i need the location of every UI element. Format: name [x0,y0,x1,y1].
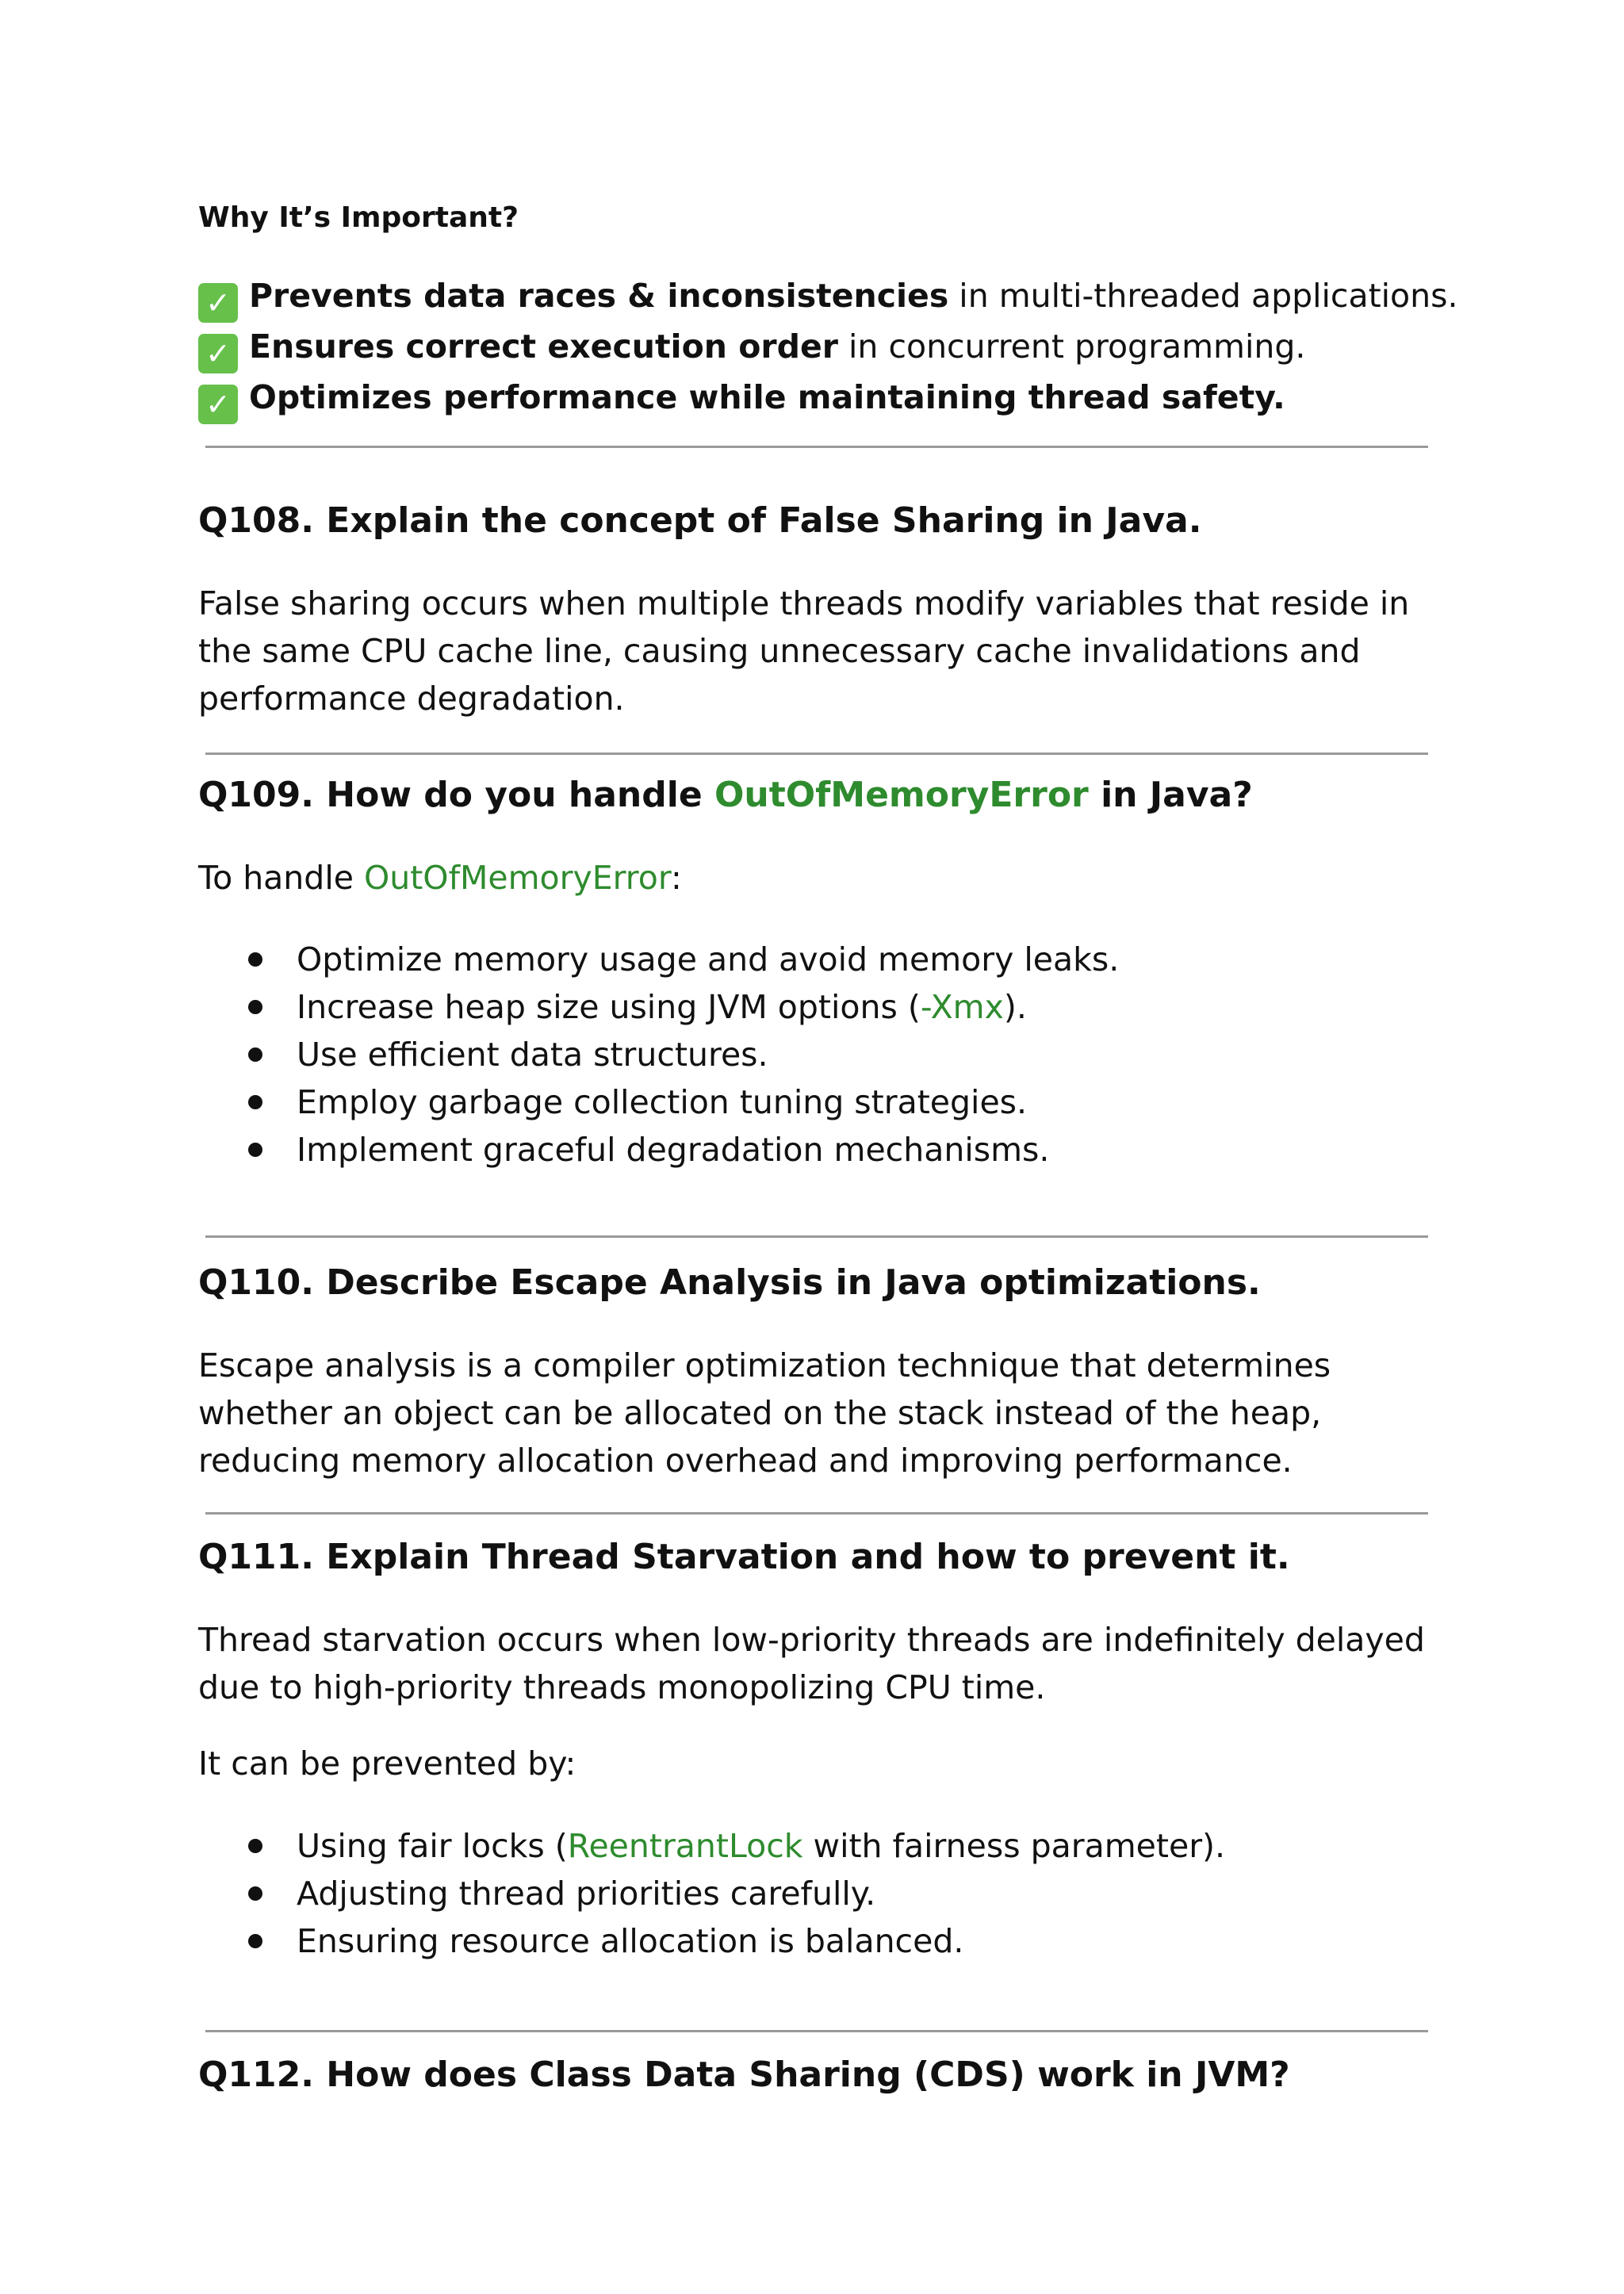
list-item: Implement graceful degradation mechanisms. [198,1126,1119,1174]
code-outofmemoryerror: OutOfMemoryError [363,859,671,897]
bullet-icon [248,1047,262,1062]
section-divider [205,753,1428,755]
code-xmx: -Xmx [920,988,1004,1026]
bullet-icon [248,952,262,967]
list-item: Use efficient data structures. [198,1031,1119,1078]
section-divider [205,2030,1428,2032]
list-item: Adjusting thread priorities carefully. [198,1870,1225,1917]
q110-answer: Escape analysis is a compiler optimization technique that determines whether an object can be allocated on the stack instead of the heap, reducing memory allocation overhead and improving performance. [198,1346,1331,1480]
bullet-icon [248,1934,262,1948]
q109-heading: Q109. How do you handle OutOfMemoryError in Java? [198,775,1253,815]
q111-answer: Thread starvation occurs when low-priority threads are indefinitely delayed due to high-priority threads monopolizing CPU time. [198,1621,1425,1706]
list-item: Using fair locks (ReentrantLock with fairness parameter). [198,1822,1225,1870]
list-item: Ensuring resource allocation is balanced. [198,1917,1225,1965]
bullet-icon [248,1886,262,1901]
bullet-icon [248,1839,262,1853]
importance-item: ✓ Prevents data races & inconsistencies in multi-threaded applications. [198,272,1458,323]
code-reentrantlock: ReentrantLock [567,1827,803,1865]
q108-answer: False sharing occurs when multiple threads modify variables that reside in the same CPU cache line, causing unnecessary cache invalidations and performance degradation. [198,584,1410,718]
list-item: Optimize memory usage and avoid memory leaks. [198,936,1119,983]
importance-item: ✓ Optimizes performance while maintaining thread safety. [198,373,1458,424]
bullet-icon [248,1143,262,1157]
q108-heading: Q108. Explain the concept of False Sharing in Java. [198,500,1202,541]
q111-heading: Q111. Explain Thread Starvation and how to prevent it. [198,1537,1290,1577]
check-mark-icon: ✓ [198,334,238,373]
code-outofmemoryerror: OutOfMemoryError [714,775,1089,815]
bullet-icon [248,1000,262,1014]
q111-prevent-intro: It can be prevented by: [198,1744,576,1783]
list-item: Increase heap size using JVM options (-Xmx). [198,983,1119,1031]
q109-intro: To handle OutOfMemoryError: [198,859,682,897]
section-divider [205,446,1428,448]
bullet-icon [248,1095,262,1109]
importance-item: ✓ Ensures correct execution order in concurrent programming. [198,323,1458,373]
importance-heading: Why It’s Important? [198,201,519,234]
q110-heading: Q110. Describe Escape Analysis in Java optimizations. [198,1262,1261,1303]
check-mark-icon: ✓ [198,283,238,323]
importance-list [198,272,1458,424]
q112-heading: Q112. How does Class Data Sharing (CDS) work in JVM? [198,2055,1290,2095]
list-item: Employ garbage collection tuning strategies. [198,1078,1119,1126]
section-divider [205,1512,1428,1515]
check-mark-icon: ✓ [198,385,238,424]
section-divider [205,1235,1428,1238]
q111-bullet-list [198,1822,1225,1965]
q109-bullet-list [198,936,1119,1174]
